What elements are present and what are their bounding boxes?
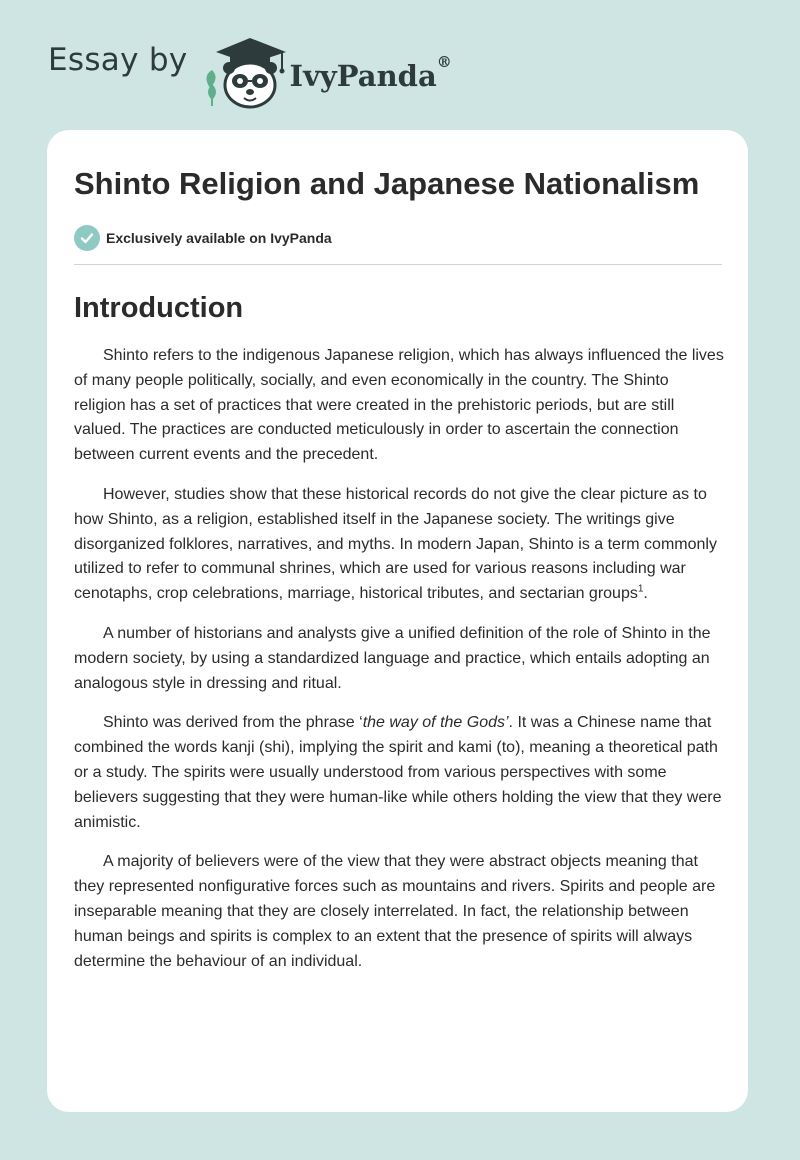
- paragraph: Shinto was derived from the phrase ‘the way of the Gods’. It was a Chinese name that combined the words kanji (shi), implying the spirit and kami (to), meaning a theoretical path or a study. The spirits were usually understood from various perspectives with some believers suggesting that they were human-like while others holding the view that they were animistic.: [74, 714, 722, 831]
- divider: [74, 264, 722, 265]
- emphasized-phrase: the way of the Gods’: [362, 714, 509, 732]
- exclusive-badge: [74, 224, 722, 252]
- brand-name[interactable]: IvyPanda®: [289, 53, 452, 93]
- paragraph: Shinto refers to the indigenous Japanese religion, which has always influenced the lives of many people politically, socially, and even economically in the country. The Shinto religion has a set of practices that were created in the prehistoric periods, but are still valued. The practices are conducted meticulously in order to ascertain the connection between current events and the precedent.: [74, 347, 724, 464]
- essay-by-label: Essay by: [48, 42, 188, 78]
- footnote-ref[interactable]: 1: [637, 583, 644, 595]
- panda-graduate-logo[interactable]: [202, 30, 294, 110]
- page-title: Shinto Religion and Japanese Nationalism: [74, 166, 700, 201]
- paragraph: A majority of believers were of the view that they were abstract objects meaning that they represented nonfigurative forces such as mountains and rivers. Spirits and people are inseparable meaning that they are closely interrelated. In fact, the relationship between human beings and spirits is complex to an extent that the presence of spirits will always determine the behaviour of an individual.: [74, 853, 716, 970]
- site-header: [48, 30, 452, 110]
- paragraph: A number of historians and analysts give a unified definition of the role of Shinto in the modern society, by using a standardized language and practice, which entails adopting an analogous style in dressing and ritual.: [74, 624, 711, 692]
- essay-card: [47, 130, 748, 1112]
- paragraph: However, studies show that these historical records do not give the clear picture as to how Shinto, as a religion, established itself in the Japanese society. The writings give disorganized folklores, narratives, and myths. In modern Japan, Shinto is a term commonly utilized to refer to communal shrines, which are used for various reasons including war cenotaphs, crop celebrations, marriage, historical tributes, and sectarian groups$^1$.: [74, 485, 717, 603]
- check-icon: [74, 225, 100, 251]
- section-heading: Introduction: [74, 292, 244, 324]
- exclusive-badge-text: Exclusively available on IvyPanda: [106, 230, 332, 246]
- registered-mark: ®: [436, 53, 452, 71]
